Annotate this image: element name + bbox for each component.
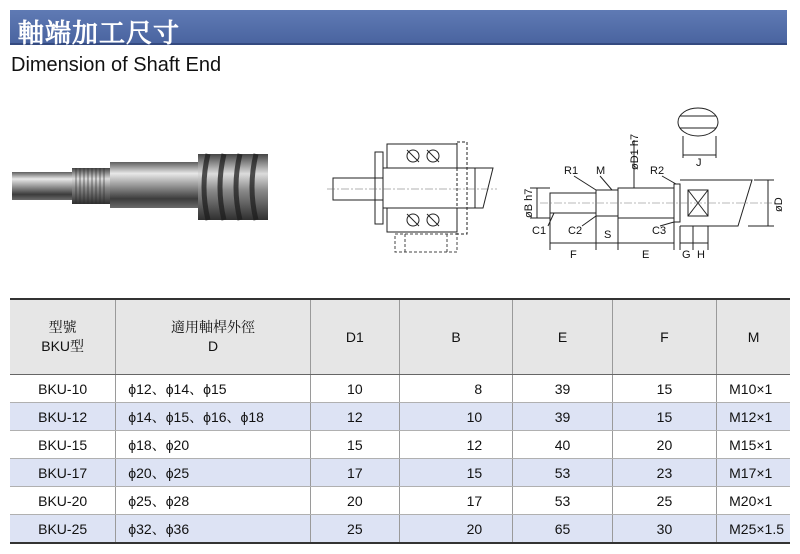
label-h: H [697,249,705,261]
header-model-line1: 型號 [48,319,77,336]
label-m: M [596,165,606,177]
cell-e: 39 [513,375,613,403]
cell-m: M15×1 [717,431,790,459]
cell-m: M10×1 [717,375,790,403]
label-f: F [570,249,577,261]
cell-f: 25 [612,487,716,515]
cell-e: 65 [513,515,613,544]
cell-model: BKU-20 [10,487,116,515]
cell-e: 53 [513,487,613,515]
cell-f: 30 [612,515,716,544]
table-row [10,403,790,431]
cell-d1: 15 [310,431,399,459]
cell-model: BKU-25 [10,515,116,544]
table-row [10,375,790,403]
table-row [10,515,790,544]
cell-f: 23 [612,459,716,487]
label-g: G [682,249,691,261]
cell-m: M25×1.5 [717,515,790,544]
cell-b: 10 [399,403,512,431]
header-b: B [399,299,512,375]
cell-diameter: ϕ14、ϕ15、ϕ16、ϕ18 [116,403,310,431]
label-c2: C2 [568,225,583,237]
header-model [10,299,116,375]
cell-b: 17 [399,487,512,515]
cell-b: 12 [399,431,512,459]
header-f: F [612,299,716,375]
label-e: E [642,249,650,261]
cell-f: 20 [612,431,716,459]
cell-diameter: ϕ25、ϕ28 [116,487,310,515]
shaft-dimension-drawing [520,100,785,262]
label-d: øD [773,197,785,212]
header-diameter-line1: 適用軸桿外徑 [171,319,255,336]
bearing-assembly-drawing [325,138,500,258]
label-j: J [696,157,702,169]
label-d1-h7: øD1 h7 [629,133,641,170]
cell-diameter: ϕ12、ϕ14、ϕ15 [116,375,310,403]
header-d1: D1 [310,299,399,375]
label-c3: C3 [652,225,667,237]
shaft-small-end [12,172,74,200]
cell-d1: 10 [310,375,399,403]
cell-m: M12×1 [717,403,790,431]
title-bar [10,10,787,49]
label-s: S [604,229,612,241]
cell-diameter: ϕ18、ϕ20 [116,431,310,459]
cell-b: 15 [399,459,512,487]
cell-diameter: ϕ32、ϕ36 [116,515,310,544]
table-header-row [10,299,790,375]
header-e: E [513,299,613,375]
cell-f: 15 [612,403,716,431]
page-title: 軸端加工尺寸 [18,19,181,49]
table-row [10,459,790,487]
cell-m: M17×1 [717,459,790,487]
cell-f: 15 [612,375,716,403]
cell-m: M20×1 [717,487,790,515]
shaft-photo [10,152,272,224]
cell-d1: 17 [310,459,399,487]
label-c1: C1 [532,225,547,237]
header-diameter [116,299,310,375]
ball-screw-body [198,154,268,220]
cell-b: 20 [399,515,512,544]
cell-d1: 20 [310,487,399,515]
cell-model: BKU-17 [10,459,116,487]
cell-d1: 25 [310,515,399,544]
header-model-line2: BKU型 [41,338,85,354]
figure-area [0,88,800,288]
cell-model: BKU-15 [10,431,116,459]
cell-diameter: ϕ20、ϕ25 [116,459,310,487]
shaft-journal [110,162,200,208]
cell-e: 40 [513,431,613,459]
spec-table [10,298,790,544]
page-subtitle: Dimension of Shaft End [11,54,222,76]
label-r2: R2 [650,165,665,177]
cell-d1: 12 [310,403,399,431]
cell-e: 39 [513,403,613,431]
cell-model: BKU-10 [10,375,116,403]
label-b-h7: øB h7 [523,188,535,218]
header-m: M [717,299,790,375]
cell-b: 8 [399,375,512,403]
table-row [10,487,790,515]
cell-model: BKU-12 [10,403,116,431]
label-r1: R1 [564,165,579,177]
table-row [10,431,790,459]
cell-e: 53 [513,459,613,487]
header-diameter-line2: D [207,338,219,354]
